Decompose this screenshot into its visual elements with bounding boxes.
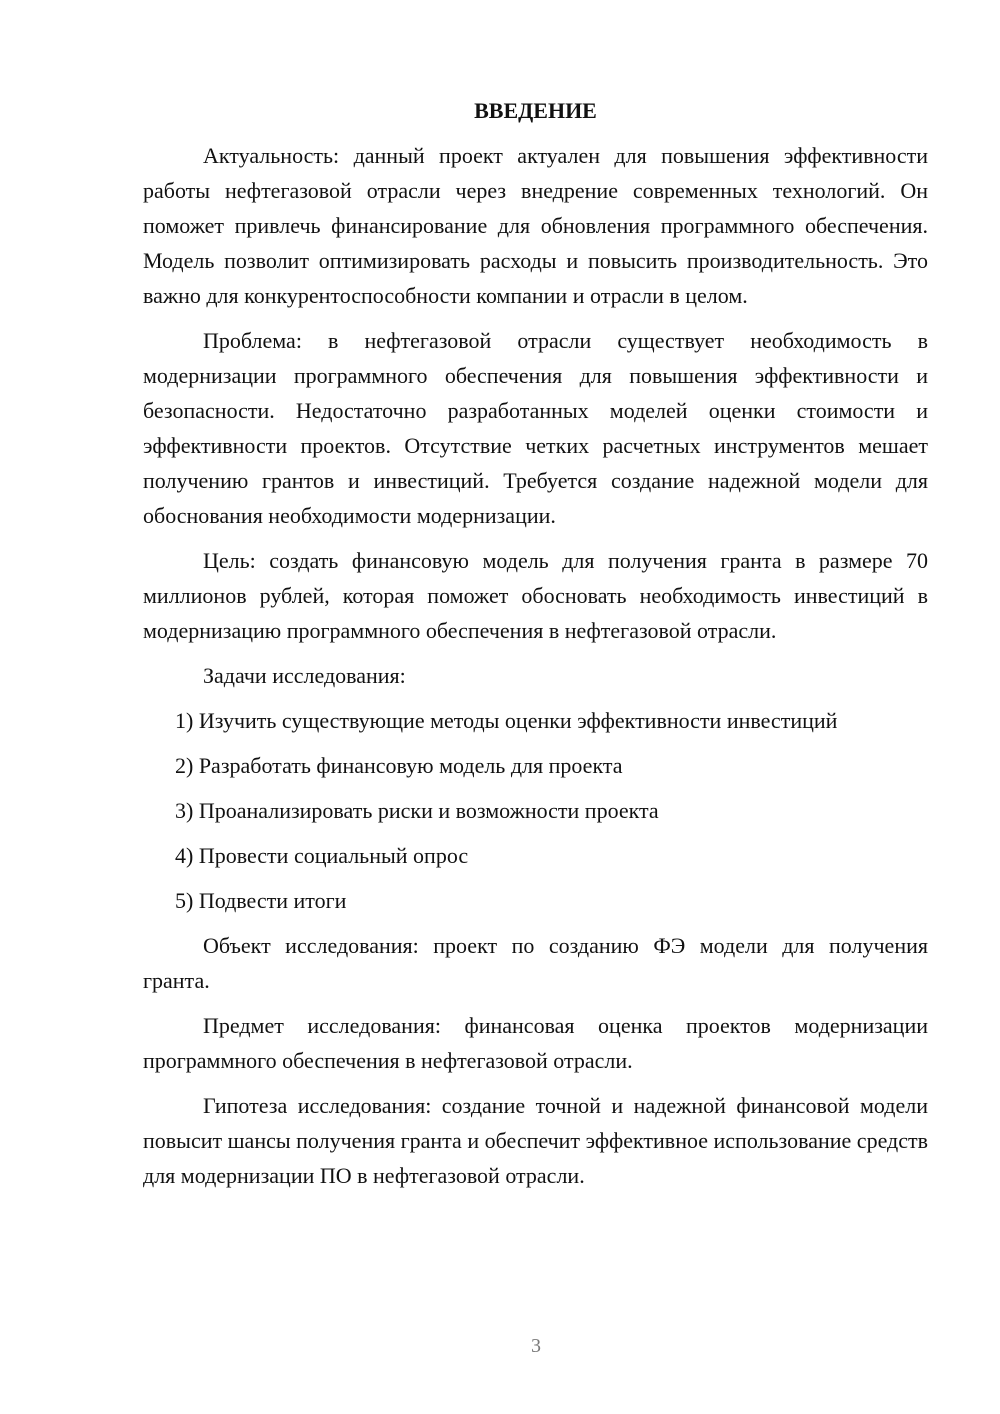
list-item: 2) Разработать финансовую модель для проекта <box>175 753 623 778</box>
paragraph-tasks-heading: Задачи исследования: <box>203 663 406 688</box>
list-item: 3) Проанализировать риски и возможности проекта <box>175 798 659 823</box>
paragraph-object: Объект исследования: проект по созданию ФЭ модели для получения гранта. <box>143 933 928 993</box>
document-title: ВВЕДЕНИЕ <box>474 98 597 123</box>
list-item: 5) Подвести итоги <box>175 888 347 913</box>
paragraph-problem: Проблема: в нефтегазовой отрасли существует необходимость в модернизации программного обеспечения для повышения эффективности и безопасности. Недостаточно разработанных моделей оценки стоимости и эффективности проектов. Отсутствие четких расчетных инструментов мешает получению грантов и инвестиций. Требуется создание надежной модели для обоснования необходимости модернизации. <box>143 328 928 528</box>
paragraph-relevance: Актуальность: данный проект актуален для повышения эффективности работы нефтегазовой отрасли через внедрение современных технологий. Он поможет привлечь финансирование для обновления программного обеспечения. Модель позволит оптимизировать расходы и повысить производительность. Это важно для конкурентоспособности компании и отрасли в целом. <box>143 143 928 308</box>
tasks-list <box>143 703 928 918</box>
paragraph-subject: Предмет исследования: финансовая оценка проектов модернизации программного обеспечения в нефтегазовой отрасли. <box>143 1013 928 1073</box>
paragraph-goal: Цель: создать финансовую модель для получения гранта в размере 70 миллионов рублей, которая поможет обосновать необходимость инвестиций в модернизацию программного обеспечения в нефтегазовой отрасли. <box>143 548 928 643</box>
page-number: 3 <box>531 1335 541 1357</box>
list-item: 1) Изучить существующие методы оценки эффективности инвестиций <box>175 708 838 733</box>
list-item: 4) Провести социальный опрос <box>175 843 469 868</box>
document-page <box>143 93 928 1203</box>
paragraph-hypothesis: Гипотеза исследования: создание точной и надежной финансовой модели повысит шансы получения гранта и обеспечит эффективное использование средств для модернизации ПО в нефтегазовой отрасли. <box>143 1093 928 1188</box>
